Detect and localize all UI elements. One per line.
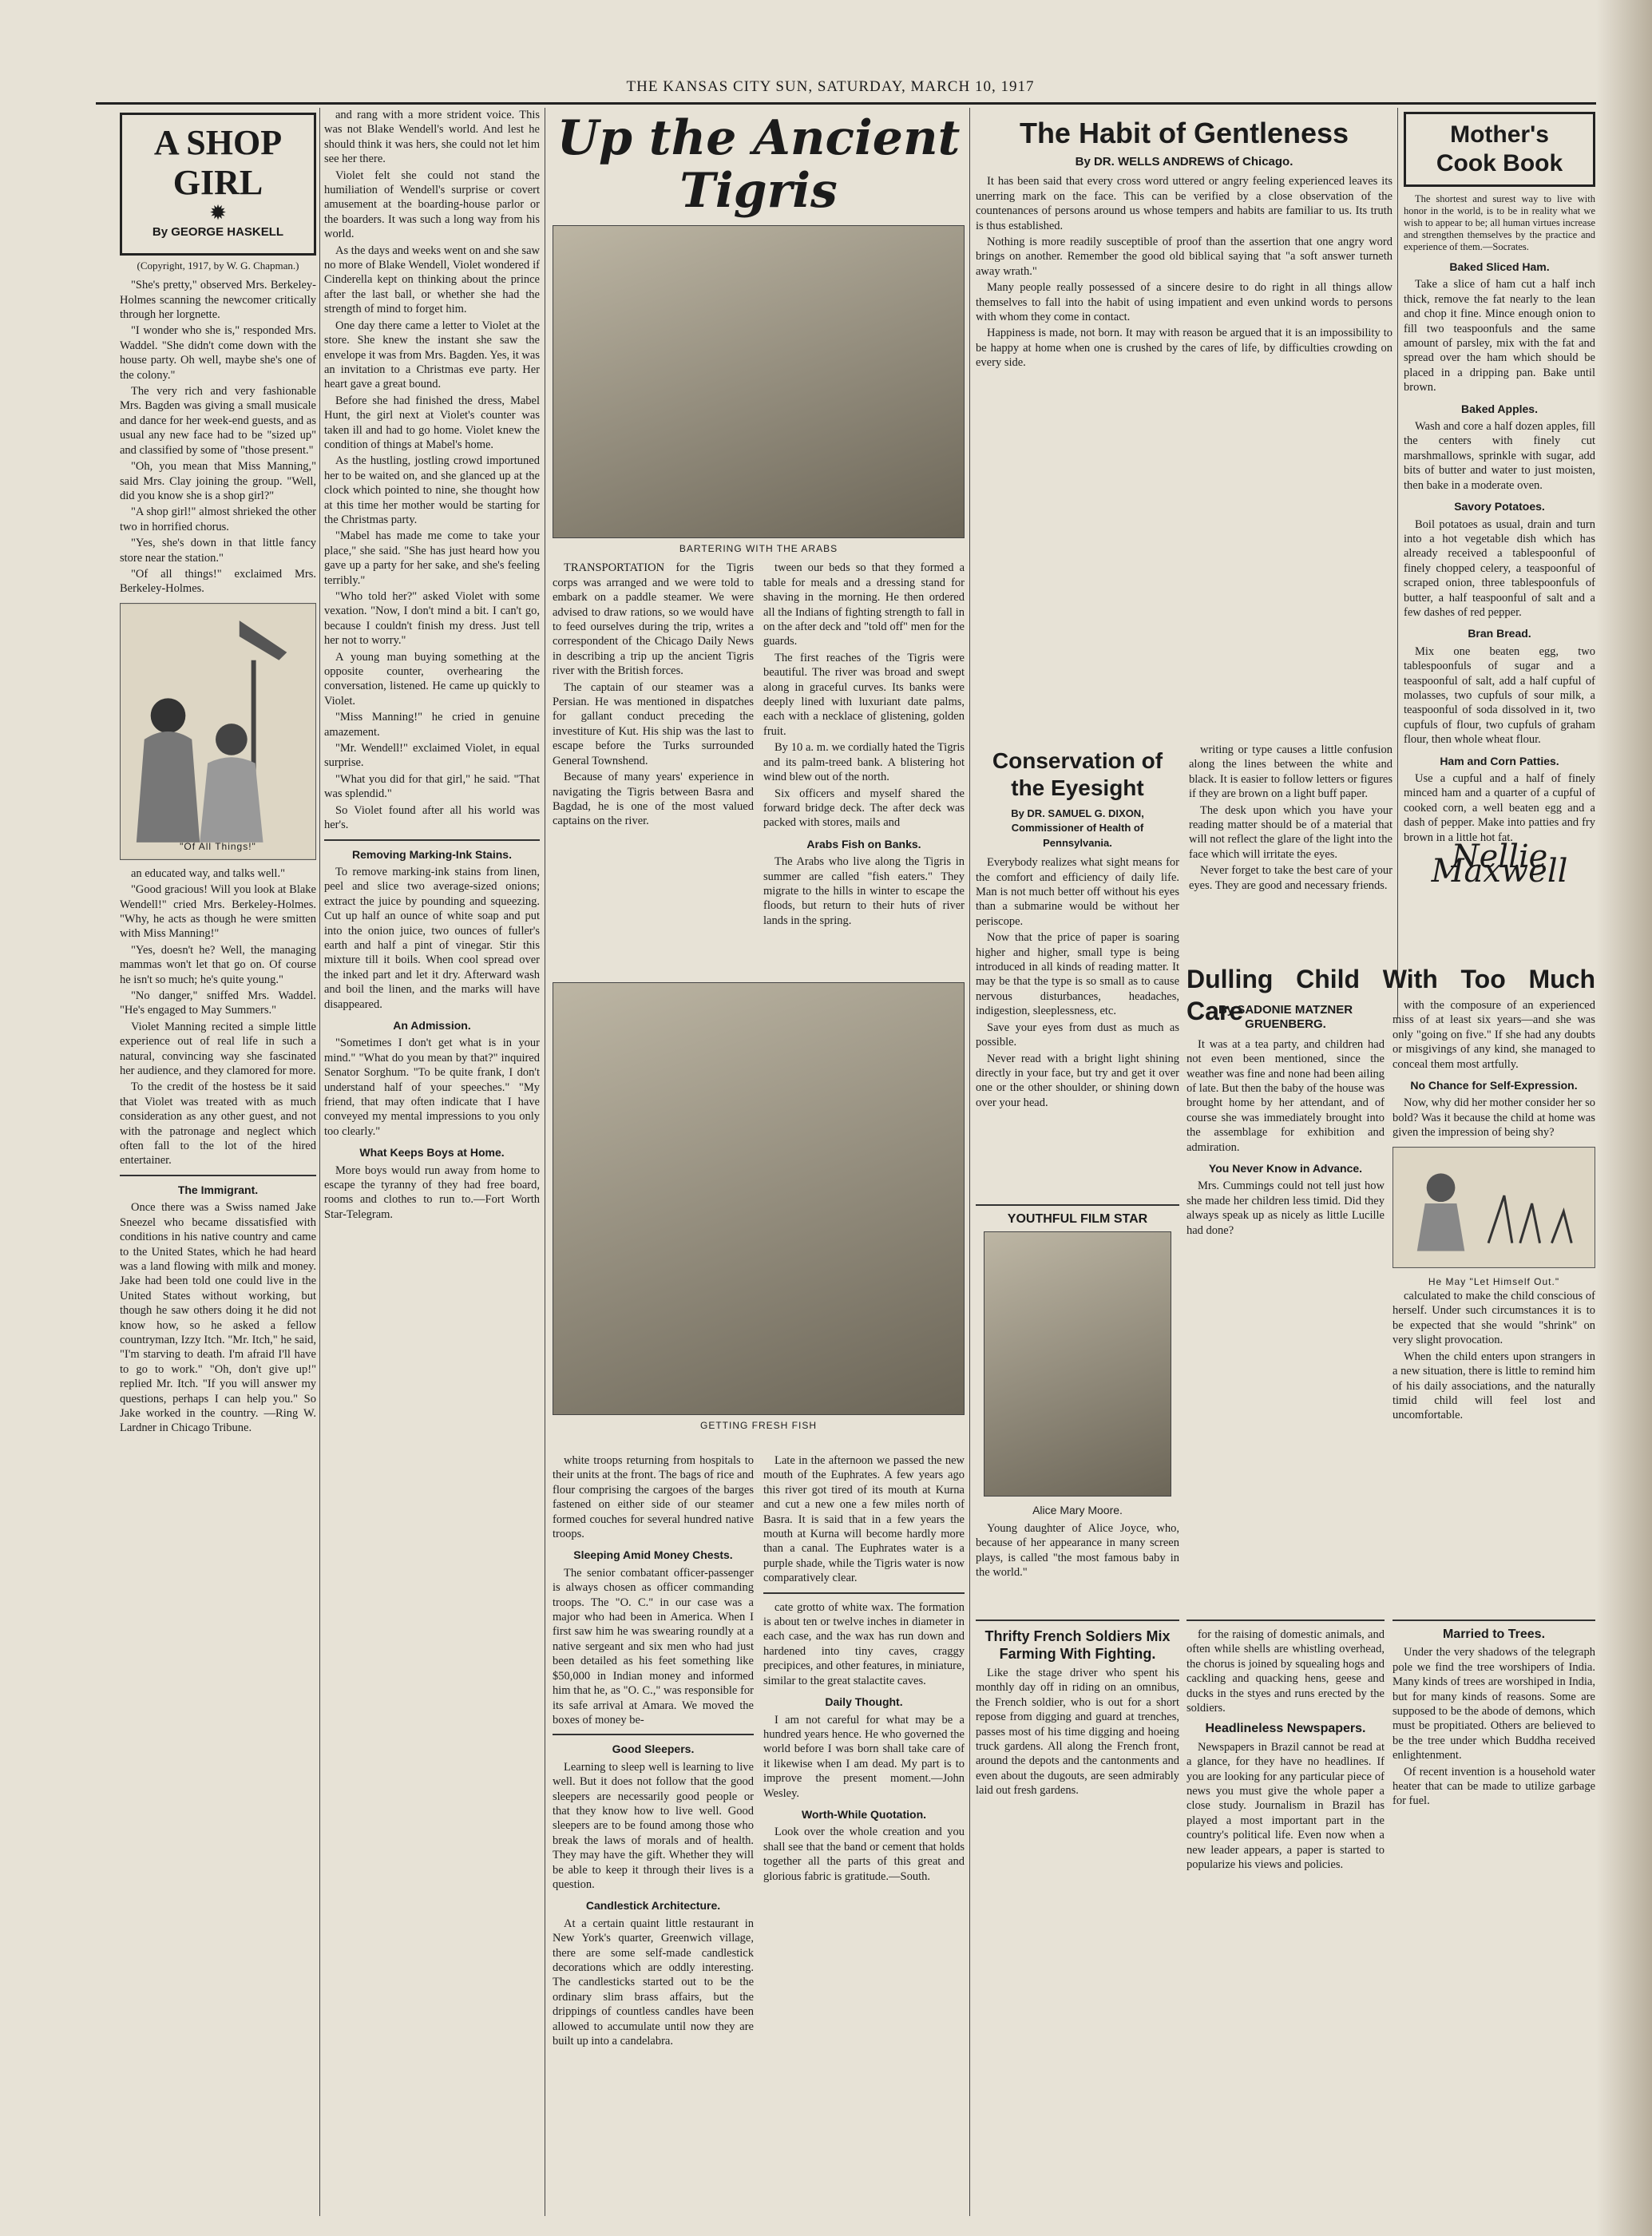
paragraph: calculated to make the child conscious of herself. Under such circumstances it is to be expected that she would "shrink" on very slight provocation. bbox=[1393, 1290, 1595, 1347]
dulling-byline: By SADONIE MATZNER GRUENBERG. bbox=[1218, 1003, 1353, 1032]
paragraph: Late in the afternoon we passed the new mouth of the Euphrates. A few years ago this river got tired of its mouth at Kurna and cut a new one a few miles north of Basra. It is said that in a few years the mouth at Kurna will become hardly more than a canal. The Euphrates water is a purple shade, while the Tigris water is now comparatively clear. bbox=[763, 1454, 965, 1585]
paragraph: "Mabel has made me come to take your place," she said. "She has just heard how you gave up a party for her sake, and she's feeling terribly." bbox=[324, 529, 540, 587]
recipe-text: Mix one beaten egg, two tablespoonfuls of sugar and a teaspoonful of salt, add a half cupful of molasses, two cupfuls of sour milk, a teaspoonful of soda dissolved in it, two cupfuls of flour, two cupfuls of graham flour, then whole wheat flour. bbox=[1404, 644, 1595, 747]
ornament-icon: ✹ bbox=[209, 201, 227, 224]
paragraph: Six officers and myself shared the forward bridge deck. The after deck was packed with stores, mails and bbox=[763, 787, 965, 830]
divider bbox=[324, 839, 540, 841]
masthead: THE KANSAS CITY SUN, SATURDAY, MARCH 10, 1917 bbox=[626, 78, 1035, 95]
cook-book-title-2: Cook Book bbox=[1436, 150, 1563, 176]
shop-girl-illustration bbox=[120, 603, 316, 860]
tigris-title-1: Up the Ancient bbox=[557, 110, 961, 166]
candlestick-text: At a certain quaint little restaurant in New York's quarter, Greenwich village, there are some self-made candlestick decorations which are oddly interesting. The candlesticks started out to be the ordinary slim brass affairs, but the drippings of countless candles have been allowed to accumulate until now they are built up into a candelabra. bbox=[553, 1917, 754, 2048]
paragraph: "She's pretty," observed Mrs. Berkeley-Holmes scanning the newcomer critically through her lorgnette. bbox=[120, 279, 316, 322]
cook-book-intro: The shortest and surest way to live with honor in the world, is to be in reality what we wish to appear to be; all human virtues increase and strengthen themselves by the practice and experience of them.—Socrates. bbox=[1404, 193, 1595, 252]
paragraph: Now, why did her mother consider her so bold? Was it because the child at home was given the impression of being shy? bbox=[1393, 1096, 1595, 1140]
divider bbox=[1187, 1620, 1385, 1621]
married-trees-block bbox=[1393, 1613, 1595, 2212]
headlineless-title: Headlineless Newspapers. bbox=[1205, 1722, 1366, 1736]
paragraph: The desk upon which you have your reading matter should be of a material that will not reflect the glare of the light into the face which will irritate the eyes. bbox=[1189, 803, 1393, 861]
photo-caption: BARTERING WITH THE ARABS bbox=[679, 543, 838, 554]
column-rule bbox=[319, 108, 320, 2216]
paragraph: "Oh, you mean that Miss Manning," said Mrs. Clay joining the group. "Well, did you know she is a shop girl?" bbox=[120, 460, 316, 502]
paragraph: and rang with a more strident voice. This was not Blake Wendell's world. And lest he should think it was hers, she could not let him see her there. bbox=[324, 109, 540, 166]
headlineless-block bbox=[1187, 1613, 1385, 2212]
paragraph: Save your eyes from dust as much as possible. bbox=[976, 1021, 1179, 1049]
paragraph: The first reaches of the Tigris were beautiful. The river was broad and swept along in graceful curves. Its banks were deeply lined with luxuriant date palms, each with a necklace of glistening, golden fruit. bbox=[763, 651, 965, 738]
paragraph: Many people really possessed of a sincere desire to do right in all things allow themselves to fall into the habit of using impatient and even unkind words to persons with whom they come in contact. bbox=[976, 281, 1393, 324]
paragraph: "What you did for that girl," he said. "That was splendid." bbox=[324, 772, 540, 801]
paragraph: "Good gracious! Will you look at Blake Wendell!" cried Mrs. Berkeley-Holmes. "Why, he acts as though he were smitten with Miss Manning!" bbox=[120, 883, 316, 941]
shop-girl-title-1: A SHOP bbox=[153, 123, 283, 162]
child-illustration-caption: He May "Let Himself Out." bbox=[1428, 1275, 1560, 1287]
photo-caption: GETTING FRESH FISH bbox=[699, 1420, 817, 1431]
masthead-rule bbox=[96, 102, 1597, 105]
divider bbox=[553, 1734, 754, 1735]
torn-edge bbox=[1596, 0, 1652, 2236]
cook-book-title-1: Mother's bbox=[1450, 121, 1549, 148]
cook-book-column bbox=[1404, 112, 1595, 1014]
column-rule bbox=[969, 108, 970, 2216]
paragraph: "Mr. Wendell!" exclaimed Violet, in equal surprise. bbox=[324, 742, 540, 770]
paragraph: When the child enters upon strangers in a new situation, there is little to remind him of his daily associations, and the naturally timid child will feel lost and uncomfortable. bbox=[1393, 1350, 1595, 1422]
cook-book-title-box bbox=[1404, 112, 1595, 187]
paragraph: Now that the price of paper is soaring higher and higher, small type is being introduced in all kinds of reading matter. It may be that the type is so small as to cause nervous disturbances, headaches, indigestion, sleeplessness, etc. bbox=[976, 931, 1179, 1018]
paragraph: "A shop girl!" almost shrieked the other two in horrified chorus. bbox=[120, 505, 316, 533]
tigris-title-2: Tigris bbox=[679, 163, 838, 219]
illustration-caption: "Of All Things!" bbox=[180, 841, 256, 853]
recipe-title: Savory Potatoes. bbox=[1454, 500, 1545, 513]
arabs-text: The Arabs who live along the Tigris in summer are called "fish eaters." They migrate to the hills in winter to escape the floods, but return to their huts of river lands in the spring. bbox=[763, 855, 965, 927]
recipe-text: Take a slice of ham cut a half inch thick, remove the fat nearly to the lean and chop it fine. Mince enough onion to fill two teaspoonfuls and the same amount of parsley, mix with the fat and spread over the ham which should be placed in a dripping pan. Bake until brown. bbox=[1404, 278, 1595, 394]
tigris-text-left bbox=[553, 561, 754, 930]
admission-text: "Sometimes I don't get what is in your mind." "What do you mean by that?" inquired Senator Sorghum. "To be quite frank, I don't understand half of your speeches." "My friend, that may often indicate that I have conveyed my mental impressions to you only too clearly." bbox=[324, 1037, 540, 1138]
paragraph: The captain of our steamer was a Persian. He was mentioned in dispatches for gallant conduct preceding the investiture of Kut. His ship was the last to escape before the Turks surrounded General Townshend. bbox=[553, 680, 754, 767]
shop-girl-copyright: (Copyright, 1917, by W. G. Chapman.) bbox=[137, 259, 299, 272]
paragraph: "Who told her?" asked Violet with some vexation. "Now, I don't mind a bit. I can't go, because I couldn't finish my dress. Just tell her not to worry." bbox=[324, 590, 540, 648]
recipe-title: Ham and Corn Patties. bbox=[1440, 754, 1559, 767]
tigris-photo-2-block bbox=[553, 982, 965, 1445]
tigris-bottom-left bbox=[553, 1453, 754, 2212]
paragraph: "I wonder who she is," responded Mrs. Waddel. "She didn't come down with the house party. Oh well, maybe she's one of the colony." bbox=[120, 324, 316, 382]
boys-text: More boys would run away from home to escape the tyranny of they had free board, rooms and clothes to run to.—Fort Worth Star-Telegram. bbox=[324, 1164, 540, 1221]
marking-ink-title: Removing Marking-Ink Stains. bbox=[352, 847, 512, 861]
gentleness-article bbox=[976, 112, 1393, 735]
french-cont-text: for the raising of domestic animals, and often while shells are whistling overhead, the chorus is joined by squealing hogs and cackling and quacking hens, geese and ducks in the styes and runs erected by the soldiers. bbox=[1187, 1628, 1385, 1715]
paragraph: Violet Manning recited a simple little experience out of real life in such a natural, convincing way she fascinated her audience, and they clamored for more. bbox=[120, 1020, 316, 1078]
worth-while-text: Look over the whole creation and you shall see that the band or cement that holds together all the parts of this great and glorious fabric is gratitude.—South. bbox=[763, 1826, 965, 1883]
dulling-left bbox=[1187, 998, 1385, 1605]
dulling-subhead-right: No Chance for Self-Expression. bbox=[1410, 1079, 1578, 1092]
french-soldiers-block bbox=[976, 1613, 1179, 2212]
eyesight-title bbox=[976, 747, 1179, 802]
eyesight-left bbox=[976, 743, 1179, 1112]
film-star-photo bbox=[984, 1231, 1171, 1497]
tigris-title bbox=[553, 112, 965, 217]
film-star-caption: Alice Mary Moore. bbox=[1032, 1504, 1123, 1517]
paragraph: The very rich and very fashionable Mrs. Bagden was giving a small musicale and dance for her week-end guests, and as usual any new face had to be "sized up" and classified by some of "those present." bbox=[120, 385, 316, 457]
recipe-text: Boil potatoes as usual, drain and turn into a hot vegetable dish which has already received a tablespoonful of finely chopped celery, a teaspoonful of scraped onion, three tablespoonfuls of butter, a half teaspoonful of salt and a few dashes of red pepper. bbox=[1404, 517, 1595, 619]
film-star-title: YOUTHFUL FILM STAR bbox=[1007, 1212, 1148, 1226]
recipe-text: Use a cupful and a half of finely minced ham and a quarter of a cupful of cooked corn, a well beaten egg and a dash of pepper. Make into patties and fry brown in a little hot fat. bbox=[1404, 772, 1595, 844]
money-title: Sleeping Amid Money Chests. bbox=[573, 1548, 733, 1562]
gentleness-byline: By DR. WELLS ANDREWS of Chicago. bbox=[1075, 155, 1293, 168]
dulling-subhead: You Never Know in Advance. bbox=[1208, 1162, 1363, 1175]
paragraph: "No danger," sniffed Mrs. Waddel. "He's engaged to May Summers." bbox=[120, 989, 316, 1017]
paragraph: "Yes, doesn't he? Well, the managing mammas won't let that go on. Of course he isn't so much; he's quite young." bbox=[120, 943, 316, 986]
good-sleepers-title: Good Sleepers. bbox=[612, 1742, 695, 1756]
paragraph: So Violet found after all his world was her's. bbox=[324, 803, 540, 832]
film-star-block bbox=[976, 1198, 1179, 1597]
shop-girl-byline: By GEORGE HASKELL bbox=[152, 225, 284, 240]
tigris-photo-bartering bbox=[553, 225, 965, 538]
paragraph: Happiness is made, not born. It may with reason be argued that it is an impossibility to be happy at home when one is crushed by the cares of life, by difficulties crowding on every side. bbox=[976, 327, 1393, 370]
shop-girl-title-2: GIRL bbox=[172, 163, 263, 202]
divider bbox=[976, 1204, 1179, 1206]
marking-ink-text: To remove marking-ink stains from linen, peel and slice two average-sized onions; extract the juice by pounding and squeezing. Cut up half an ounce of white soap and put into the onion juice, two ounces of fuller's earth and half a pint of vinegar. Stir this mixture till it boils. When cool spread over the inked part and let it dry. Afterward wash and boil the linen, and the marks will have disappeared. bbox=[324, 865, 540, 1011]
tigris-text-right bbox=[763, 561, 965, 930]
divider bbox=[120, 1175, 316, 1176]
daily-thought-title: Daily Thought. bbox=[825, 1695, 903, 1709]
paragraph: As the hustling, jostling crowd importuned her to be waited on, and she glanced up at the clock which pointed to nine, she thought how at this time her mother would be starting for the Christmas party. bbox=[324, 454, 540, 526]
paragraph: tween our beds so that they formed a table for meals and a dressing stand for shaving in the morning. He then ordered all the Indians of fighting strength to fall in on the after deck and "told off" men for the guards. bbox=[763, 561, 965, 648]
paragraph: Because of many years' experience in navigating the Tigris between Basra and Bagdad, he is one of the most valued captains on the river. bbox=[553, 771, 754, 828]
paragraph: Never read with a bright light shining directly in your face, but try and get it over one or the other shoulder, or shining down over your head. bbox=[976, 1052, 1179, 1109]
boys-title: What Keeps Boys at Home. bbox=[359, 1146, 505, 1160]
paragraph: writing or type causes a little confusion along the lines between the white and black. It is easier to follow letters or figures if they are brown on a light buff paper. bbox=[1189, 743, 1393, 801]
child-playing-icon bbox=[1393, 1148, 1595, 1267]
divider bbox=[1393, 1620, 1595, 1621]
admission-title: An Admission. bbox=[393, 1018, 471, 1032]
divider bbox=[976, 1620, 1179, 1621]
dulling-right bbox=[1393, 998, 1595, 1605]
wax-text: cate grotto of white wax. The formation is about ten or twelve inches in diameter in each case, and the wax has run down and hardened into tiny caves, craggy precipices, and other features, in miniature, similar to the great stalactite caves. bbox=[763, 1600, 965, 1687]
paragraph: Everybody realizes what sight means for the comfort and efficiency of daily life. Man is not much better off without his eyes than a submarine would be without her periscope. bbox=[976, 856, 1179, 928]
paragraph: an educated way, and talks well." bbox=[131, 866, 286, 880]
french-soldiers-text: Like the stage driver who spent his monthly day off in riding on an omnibus, the French soldier, who is out for a short repose from digging and guard at trenches, passes most of his time digging and hoeing truck gardens. All along the French front, around the depots and the cantonments and even about the dugouts, are seen admirably laid out fresh gardens. bbox=[976, 1667, 1179, 1798]
paragraph: white troops returning from hospitals to their units at the front. The bags of rice and flour comprising the cargoes of the barges fastened on either side of our steamer formed couches for several hundred native troops. bbox=[553, 1454, 754, 1541]
recipe-title: Baked Sliced Ham. bbox=[1449, 260, 1550, 273]
dulling-title: Dulling Child With Too Much Care bbox=[1187, 965, 1595, 1025]
married-trees-text: Under the very shadows of the telegraph pole we find the tree worshipers of India. Many kinds of trees are worshiped in India, but for many kinds of reasons. Some are supposed to be the abode of demons, which must be propitiated. Others are believed to be the tree under which Buddha received enlightenment. bbox=[1393, 1646, 1595, 1762]
child-illustration bbox=[1393, 1147, 1595, 1268]
immigrant-text: Once there was a Swiss named Jake Sneezel who became dissatisfied with conditions in his native country and came to the United States, which he had heard was a land flowing with milk and money. Jake had been told one could live in the United States without working, but though he saw others doing it he did not know how, so he asked a fellow countryman, Izzy Itch. "Mr. Itch," he said, "I'm starving to death. I'm afraid I'll have to go to work." "Oh, don't give up!" replied Mr. Itch. "If you will answer my questions, perhaps I can help you." So Jake worked in the country. —Ring W. Lardner in Chicago Tribune. bbox=[120, 1201, 316, 1435]
shop-girl-continued-column bbox=[324, 108, 540, 2216]
recipe-text: Wash and core a half dozen apples, fill the centers with finely cut marshmallows, sprinkle with sugar, add bits of butter and water to just moisten, then bake in a moderate oven. bbox=[1404, 420, 1595, 492]
paragraph: A young man buying something at the opposite counter, overhearing the conversation, listened. He came up quickly to Violet. bbox=[324, 650, 540, 708]
heater-text: Of recent invention is a household water heater that can be made to utilize garbage for fuel. bbox=[1393, 1765, 1595, 1808]
paragraph: "Yes, she's down in that little fancy store near the station." bbox=[120, 537, 316, 565]
headlineless-text: Newspapers in Brazil cannot be read at a glance, for they have no headlines. If you are looking for any particular piece of news you must give the whole paper a close study. Journalism in Brazil has played a most important part in the country's political life. Even now when a new leader appears, a paper is started to popularize his views and policies. bbox=[1187, 1740, 1385, 1872]
immigrant-title: The Immigrant. bbox=[177, 1183, 259, 1196]
shop-girl-title-box bbox=[120, 113, 316, 256]
paragraph: with the composure of an experienced miss of at least six years—and she was only "going on five." If she had any doubts or misgivings of any kind, she managed to conceal them most artfully. bbox=[1393, 999, 1595, 1071]
worth-while-title: Worth-While Quotation. bbox=[801, 1807, 927, 1821]
paragraph: To the credit of the hostess be it said that Violet was treated with as much consideration as any other guest, and not with the patronage and neglect which often fall to the lot of the hired entertainer. bbox=[120, 1080, 316, 1168]
recipe-title: Bran Bread. bbox=[1468, 627, 1531, 640]
paragraph: It has been said that every cross word uttered or angry feeling experienced leaves its unerring mark on the face. This can be verified by a close observation of the countenances of persons around us whose tempers and habits are familiar to us. Its truth is thus established. bbox=[976, 175, 1393, 232]
tigris-text-columns bbox=[553, 561, 965, 930]
paragraph: As the days and weeks went on and she saw no more of Blake Wendell, Violet wondered if Cinderella kept on thinking about the prince after the last ball, or whether she had the strength of mind to forget him. bbox=[324, 244, 540, 316]
candlestick-title: Candlestick Architecture. bbox=[585, 1899, 721, 1913]
good-sleepers-text: Learning to sleep well is learning to live well. But it does not follow that the good sleepers are necessarily good people or that they know how to live well. Good sleepers are to be found among those who break the laws of morals and of health. They may have the gift. Whether they will be able to keep it through their lives is a question. bbox=[553, 1760, 754, 1891]
paragraph: Mrs. Cummings could not tell just how she made her children less timid. Did they always speak up as nicely as little Lucille had done? bbox=[1187, 1179, 1385, 1237]
gentleness-title: The Habit of Gentleness bbox=[1019, 117, 1349, 149]
married-trees-title: Married to Trees. bbox=[1442, 1627, 1546, 1641]
recipe-title: Baked Apples. bbox=[1461, 402, 1538, 415]
women-drawing-icon bbox=[121, 604, 315, 859]
tigris-bottom-right bbox=[763, 1453, 965, 2212]
eyesight-byline: By DR. SAMUEL G. DIXON, Commissioner of Health of Pennsylvania. bbox=[1011, 807, 1144, 849]
money-text: The senior combatant officer-passenger is always chosen as officer commanding troops. The "O. C." in our case was a major who had been in America. When I first saw him he was swearing roundly at a native sergeant and six men who had just been detailed as his feet something like $50,000 in Indian money and informed him that he, as "O. C.," was responsible for its safe arrival at Amara. We moved the boxes of money be- bbox=[553, 1566, 754, 1727]
shop-girl-column bbox=[120, 108, 316, 2216]
paragraph: By 10 a. m. we cordially hated the Tigris and its palm-treed bank. A blistering hot wind blew out of the north. bbox=[763, 741, 965, 784]
eyesight-title-2: the Eyesight bbox=[1011, 775, 1144, 800]
tigris-photo-fishing bbox=[553, 982, 965, 1415]
paragraph: It was at a tea party, and children had not even been mentioned, since the weather was fine and none had been ailing of late. But then the baby of the house was brought home by her attendant, and of course she was immediately brought into the assemblage for exhibition and admiration. bbox=[1187, 1037, 1385, 1154]
paragraph: Before she had finished the dress, Mabel Hunt, the girl next at Violet's counter was taken ill and had to go home. Violet knew the condition of things at Mabel's home. bbox=[324, 394, 540, 451]
paragraph: One day there came a letter to Violet at the store. She knew the instant she saw the envelope it was from Mrs. Bagden. Yes, it was an invitation to a Christmas eve party. Her heart gave a great bound. bbox=[324, 319, 540, 391]
arabs-title: Arabs Fish on Banks. bbox=[806, 837, 921, 850]
paragraph: Nothing is more readily susceptible of proof than the assertion that one angry word brings on another. Remember the good old biblical saying that "a soft answer turneth away wrath." bbox=[976, 236, 1393, 278]
paragraph: Never forget to take the best care of your eyes. They are good and necessary friends. bbox=[1189, 864, 1393, 892]
daily-thought-text: I am not careful for what may be a hundred years hence. He who governed the world before I was born shall take care of it likewise when I am dead. My part is to improve the present moment.—John Wesley. bbox=[763, 1713, 965, 1800]
paragraph: Violet felt she could not stand the humiliation of Wendell's surprise or covert amusement at the boarding-house parlor or the boarders. It was such a long way from his world. bbox=[324, 168, 540, 241]
divider bbox=[763, 1592, 965, 1594]
paragraph: TRANSPORTATION for the Tigris corps was arranged and we were told to embark on a paddle steamer. We were advised to draw rations, so we would have to feed ourselves during the trip, writes a correspondent of the Chicago Daily News in describing a trip up the ancient Tigris river with the British forces. bbox=[553, 561, 754, 678]
paragraph: "Of all things!" exclaimed Mrs. Berkeley-Holmes. bbox=[120, 567, 316, 596]
paragraph: "Miss Manning!" he cried in genuine amazement. bbox=[324, 711, 540, 739]
cook-book-signature: Nellie Maxwell bbox=[1431, 838, 1568, 890]
eyesight-title-1: Conservation of bbox=[992, 748, 1163, 773]
french-soldiers-title: Thrifty French Soldiers Mix Farming With Fighting. bbox=[984, 1628, 1171, 1662]
column-rule bbox=[1397, 108, 1398, 1018]
film-star-text: Young daughter of Alice Joyce, who, because of her appearance in many screen plays, is called "the most famous baby in the world." bbox=[976, 1521, 1179, 1580]
